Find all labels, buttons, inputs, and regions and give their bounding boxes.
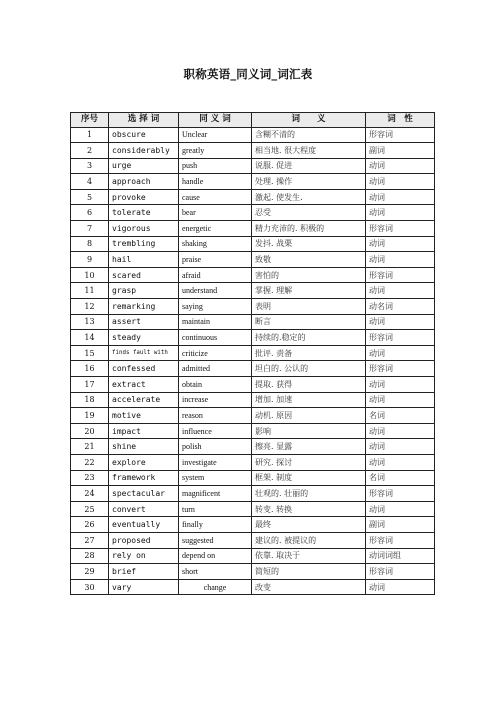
selection-word: vigorous bbox=[109, 221, 179, 237]
table-row bbox=[71, 548, 435, 564]
selection-word: spectacular bbox=[109, 486, 179, 502]
synonym-word: turn bbox=[179, 501, 252, 517]
part-of-speech: 形容词 bbox=[366, 127, 435, 143]
synonym-word: change bbox=[179, 579, 252, 595]
row-number: 3 bbox=[71, 158, 109, 174]
table-row bbox=[71, 205, 435, 221]
row-number: 27 bbox=[71, 532, 109, 548]
part-of-speech: 动词 bbox=[366, 579, 435, 595]
selection-word: impact bbox=[109, 423, 179, 439]
definition-text: 持续的.稳定的 bbox=[252, 330, 366, 346]
table-row bbox=[71, 486, 435, 502]
part-of-speech: 动词 bbox=[366, 314, 435, 330]
table-row bbox=[71, 377, 435, 393]
synonym-word: cause bbox=[179, 189, 252, 205]
row-number: 28 bbox=[71, 548, 109, 564]
synonym-word: increase bbox=[179, 392, 252, 408]
definition-text: 研究. 探讨 bbox=[252, 454, 366, 470]
synonym-word: influence bbox=[179, 423, 252, 439]
part-of-speech: 动词 bbox=[366, 377, 435, 393]
selection-word: convert bbox=[109, 501, 179, 517]
table-row bbox=[71, 330, 435, 346]
row-number: 6 bbox=[71, 205, 109, 221]
synonym-word: magnificent bbox=[179, 486, 252, 502]
definition-text: 坦白的. 公认的 bbox=[252, 361, 366, 377]
table-row bbox=[71, 267, 435, 283]
part-of-speech: 形容词 bbox=[366, 221, 435, 237]
header-selection-word: 选 择 词 bbox=[109, 113, 179, 128]
table-row bbox=[71, 189, 435, 205]
table-row bbox=[71, 501, 435, 517]
part-of-speech: 动词 bbox=[366, 174, 435, 190]
selection-word: hail bbox=[109, 252, 179, 268]
definition-text: 擦亮. 显露 bbox=[252, 439, 366, 455]
definition-text: 掌握. 理解 bbox=[252, 283, 366, 299]
definition-text: 说服. 促进 bbox=[252, 158, 366, 174]
part-of-speech: 副词 bbox=[366, 517, 435, 533]
selection-word: steady bbox=[109, 330, 179, 346]
table-row bbox=[71, 454, 435, 470]
definition-text: 相当地. 很大程度 bbox=[252, 143, 366, 159]
table-header-row bbox=[71, 113, 435, 128]
part-of-speech: 动词 bbox=[366, 252, 435, 268]
definition-text: 表明 bbox=[252, 299, 366, 315]
header-definition: 词 义 bbox=[252, 113, 366, 128]
row-number: 30 bbox=[71, 579, 109, 595]
table-row bbox=[71, 345, 435, 361]
selection-word: approach bbox=[109, 174, 179, 190]
part-of-speech: 动词词组 bbox=[366, 548, 435, 564]
synonym-word: maintain bbox=[179, 314, 252, 330]
definition-text: 提取. 获得 bbox=[252, 377, 366, 393]
synonym-word: polish bbox=[179, 439, 252, 455]
definition-text: 激起. 使发生. bbox=[252, 189, 366, 205]
definition-text: 依靠. 取决于 bbox=[252, 548, 366, 564]
synonym-word: finally bbox=[179, 517, 252, 533]
row-number: 1 bbox=[71, 127, 109, 143]
synonym-word: Unclear bbox=[179, 127, 252, 143]
synonym-word: shaking bbox=[179, 236, 252, 252]
row-number: 12 bbox=[71, 299, 109, 315]
row-number: 17 bbox=[71, 377, 109, 393]
definition-text: 影响 bbox=[252, 423, 366, 439]
part-of-speech: 动词 bbox=[366, 454, 435, 470]
selection-word: confessed bbox=[109, 361, 179, 377]
part-of-speech: 副词 bbox=[366, 143, 435, 159]
row-number: 2 bbox=[71, 143, 109, 159]
selection-word: eventually bbox=[109, 517, 179, 533]
row-number: 22 bbox=[71, 454, 109, 470]
definition-text: 含糊不清的 bbox=[252, 127, 366, 143]
row-number: 26 bbox=[71, 517, 109, 533]
table-row bbox=[71, 408, 435, 424]
synonym-word: admitted bbox=[179, 361, 252, 377]
definition-text: 动机. 原因 bbox=[252, 408, 366, 424]
page-title: 职称英语_同义词_词汇表 bbox=[183, 67, 313, 81]
selection-word: assert bbox=[109, 314, 179, 330]
part-of-speech: 形容词 bbox=[366, 267, 435, 283]
table-row bbox=[71, 517, 435, 533]
table-row bbox=[71, 579, 435, 595]
table-row bbox=[71, 283, 435, 299]
row-number: 10 bbox=[71, 267, 109, 283]
definition-text: 增加. 加速 bbox=[252, 392, 366, 408]
row-number: 29 bbox=[71, 564, 109, 580]
selection-word: finds fault with bbox=[109, 345, 179, 361]
part-of-speech: 形容词 bbox=[366, 361, 435, 377]
table-row bbox=[71, 314, 435, 330]
part-of-speech: 名词 bbox=[366, 408, 435, 424]
part-of-speech: 动词 bbox=[366, 158, 435, 174]
synonym-word: suggested bbox=[179, 532, 252, 548]
selection-word: accelerate bbox=[109, 392, 179, 408]
synonym-word: depend on bbox=[179, 548, 252, 564]
definition-text: 改变 bbox=[252, 579, 366, 595]
part-of-speech: 形容词 bbox=[366, 330, 435, 346]
table-row bbox=[71, 158, 435, 174]
selection-word: brief bbox=[109, 564, 179, 580]
part-of-speech: 形容词 bbox=[366, 486, 435, 502]
table-row bbox=[71, 174, 435, 190]
synonym-word: handle bbox=[179, 174, 252, 190]
header-number: 序号 bbox=[71, 113, 109, 128]
table-row bbox=[71, 439, 435, 455]
vocabulary-table bbox=[70, 112, 435, 595]
definition-text: 发抖. 战栗 bbox=[252, 236, 366, 252]
selection-word: scared bbox=[109, 267, 179, 283]
synonym-word: continuous bbox=[179, 330, 252, 346]
part-of-speech: 动名词 bbox=[366, 299, 435, 315]
part-of-speech: 形容词 bbox=[366, 564, 435, 580]
row-number: 20 bbox=[71, 423, 109, 439]
selection-word: provoke bbox=[109, 189, 179, 205]
synonym-word: investigate bbox=[179, 454, 252, 470]
selection-word: explore bbox=[109, 454, 179, 470]
selection-word: considerably bbox=[109, 143, 179, 159]
table-body bbox=[71, 127, 435, 595]
row-number: 15 bbox=[71, 345, 109, 361]
selection-word: remarking bbox=[109, 299, 179, 315]
table-row bbox=[71, 532, 435, 548]
table-row bbox=[71, 252, 435, 268]
part-of-speech: 动词 bbox=[366, 205, 435, 221]
selection-word: tolerate bbox=[109, 205, 179, 221]
definition-text: 最终 bbox=[252, 517, 366, 533]
table-row bbox=[71, 392, 435, 408]
selection-word: motive bbox=[109, 408, 179, 424]
row-number: 14 bbox=[71, 330, 109, 346]
selection-word: framework bbox=[109, 470, 179, 486]
synonym-word: afraid bbox=[179, 267, 252, 283]
synonym-word: reason bbox=[179, 408, 252, 424]
synonym-word: short bbox=[179, 564, 252, 580]
synonym-word: energetic bbox=[179, 221, 252, 237]
synonym-word: criticize bbox=[179, 345, 252, 361]
table-row bbox=[71, 143, 435, 159]
table-row bbox=[71, 127, 435, 143]
selection-word: grasp bbox=[109, 283, 179, 299]
part-of-speech: 动词 bbox=[366, 236, 435, 252]
row-number: 25 bbox=[71, 501, 109, 517]
definition-text: 精力充沛的. 积极的 bbox=[252, 221, 366, 237]
part-of-speech: 动词 bbox=[366, 189, 435, 205]
selection-word: trembling bbox=[109, 236, 179, 252]
selection-word: shine bbox=[109, 439, 179, 455]
row-number: 21 bbox=[71, 439, 109, 455]
part-of-speech: 动词 bbox=[366, 345, 435, 361]
part-of-speech: 动词 bbox=[366, 392, 435, 408]
definition-text: 害怕的 bbox=[252, 267, 366, 283]
synonym-word: saying bbox=[179, 299, 252, 315]
definition-text: 忍受 bbox=[252, 205, 366, 221]
row-number: 7 bbox=[71, 221, 109, 237]
row-number: 18 bbox=[71, 392, 109, 408]
synonym-word: understand bbox=[179, 283, 252, 299]
synonym-word: system bbox=[179, 470, 252, 486]
definition-text: 批评. 责备 bbox=[252, 345, 366, 361]
selection-word: rely on bbox=[109, 548, 179, 564]
header-part-of-speech: 词 性 bbox=[366, 113, 435, 128]
table-row bbox=[71, 221, 435, 237]
synonym-word: praise bbox=[179, 252, 252, 268]
definition-text: 处理. 操作 bbox=[252, 174, 366, 190]
definition-text: 致敬 bbox=[252, 252, 366, 268]
selection-word: proposed bbox=[109, 532, 179, 548]
definition-text: 简短的 bbox=[252, 564, 366, 580]
row-number: 24 bbox=[71, 486, 109, 502]
row-number: 4 bbox=[71, 174, 109, 190]
table-row bbox=[71, 236, 435, 252]
header-synonym: 同 义 词 bbox=[179, 113, 252, 128]
definition-text: 转变. 转换 bbox=[252, 501, 366, 517]
table-row bbox=[71, 361, 435, 377]
row-number: 23 bbox=[71, 470, 109, 486]
row-number: 16 bbox=[71, 361, 109, 377]
table-row bbox=[71, 299, 435, 315]
row-number: 11 bbox=[71, 283, 109, 299]
definition-text: 建议的. 被提议的 bbox=[252, 532, 366, 548]
selection-word: urge bbox=[109, 158, 179, 174]
part-of-speech: 动词 bbox=[366, 439, 435, 455]
synonym-word: obtain bbox=[179, 377, 252, 393]
selection-word: extract bbox=[109, 377, 179, 393]
definition-text: 壮观的. 壮丽的 bbox=[252, 486, 366, 502]
synonym-word: bear bbox=[179, 205, 252, 221]
row-number: 13 bbox=[71, 314, 109, 330]
selection-word: obscure bbox=[109, 127, 179, 143]
table-row bbox=[71, 564, 435, 580]
part-of-speech: 动词 bbox=[366, 423, 435, 439]
synonym-word: greatly bbox=[179, 143, 252, 159]
row-number: 5 bbox=[71, 189, 109, 205]
definition-text: 框架. 制度 bbox=[252, 470, 366, 486]
part-of-speech: 动词 bbox=[366, 283, 435, 299]
selection-word: vary bbox=[109, 579, 179, 595]
part-of-speech: 形容词 bbox=[366, 532, 435, 548]
row-number: 8 bbox=[71, 236, 109, 252]
table-row bbox=[71, 470, 435, 486]
part-of-speech: 名词 bbox=[366, 470, 435, 486]
table-row bbox=[71, 423, 435, 439]
definition-text: 断言 bbox=[252, 314, 366, 330]
part-of-speech: 动词 bbox=[366, 501, 435, 517]
synonym-word: push bbox=[179, 158, 252, 174]
row-number: 19 bbox=[71, 408, 109, 424]
row-number: 9 bbox=[71, 252, 109, 268]
